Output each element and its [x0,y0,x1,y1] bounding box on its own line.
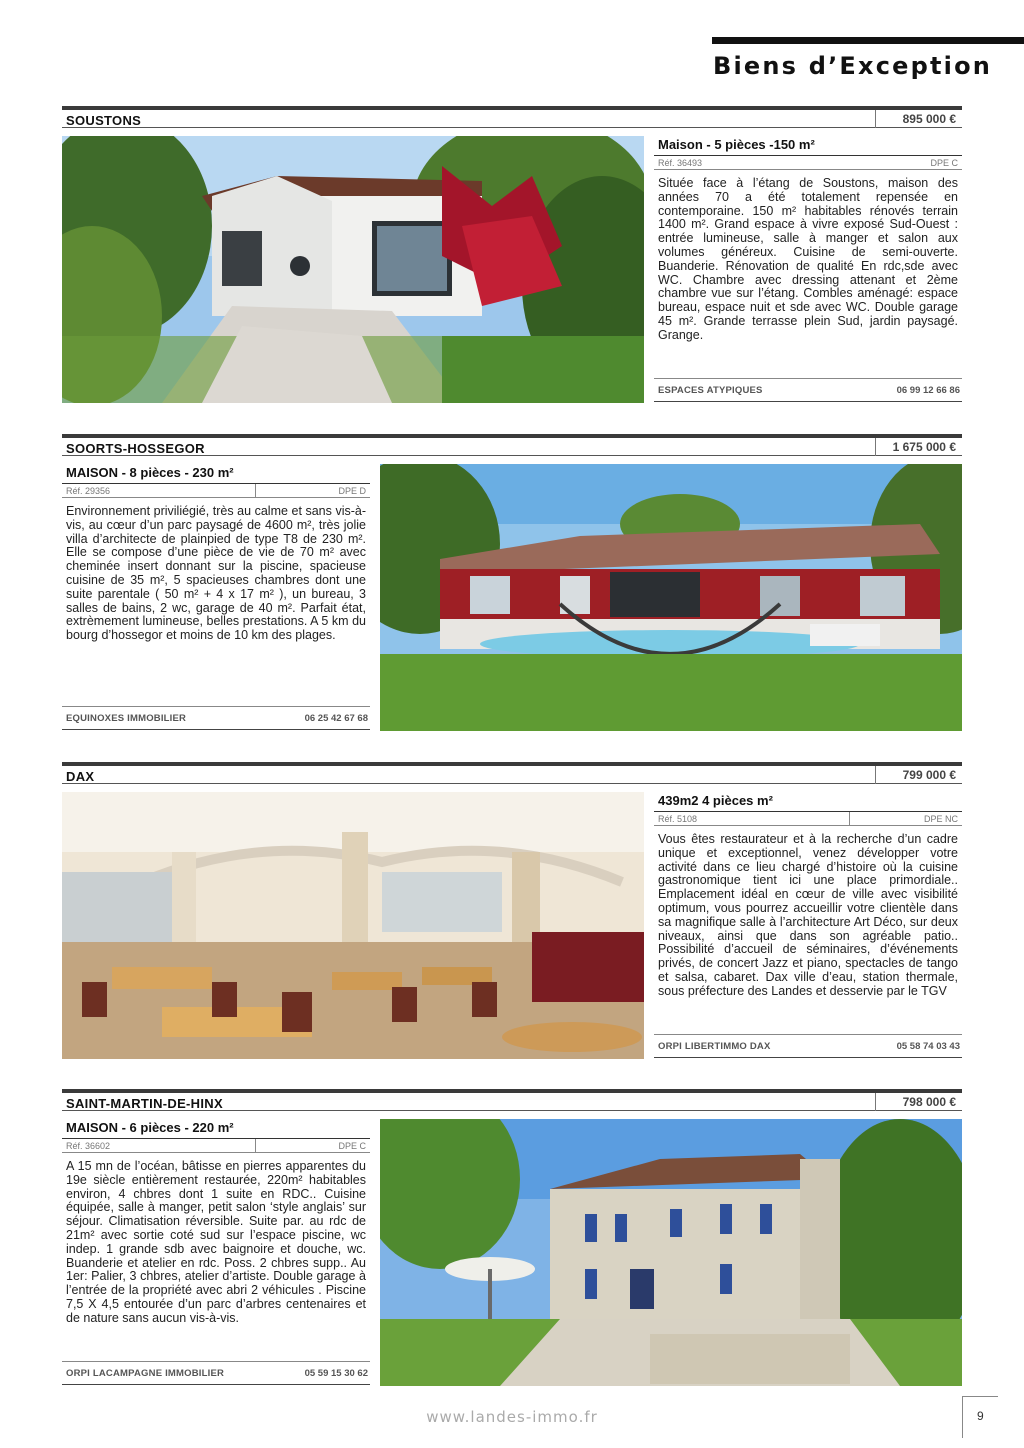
listing-type: MAISON - 6 pièces - 220 m² [62,1117,370,1139]
listing-ref: Réf. 5108 [658,814,698,824]
ref-dpe-row [654,156,962,170]
listing-details [62,1117,370,1326]
listing-dpe: DPE C [930,158,958,168]
listing-soustons [62,106,962,406]
listing-dax [62,762,962,1062]
listing-type: MAISON - 8 pièces - 230 m² [62,462,370,484]
listing-title-row [62,762,962,784]
listing-title-row [62,106,962,128]
agency-name: ESPACES ATYPIQUES [658,385,763,396]
listing-ref: Réf. 36493 [658,158,703,168]
page-number: 9 [962,1396,998,1438]
listing-price: 1 675 000 € [875,438,962,456]
listing-details [654,790,962,999]
listing-saint-martin-de-hinx [62,1089,962,1389]
listing-price: 895 000 € [875,110,962,128]
listing-photo [380,1119,962,1386]
listing-price: 799 000 € [875,766,962,784]
listing-photo [62,792,644,1059]
listing-soorts-hossegor [62,434,962,734]
ref-dpe-row [654,812,962,826]
listing-dpe: DPE D [338,486,366,496]
agency-name: EQUINOXES IMMOBILIER [66,713,187,724]
listing-details [62,462,370,643]
listing-ref: Réf. 29356 [66,486,111,496]
ref-separator [255,484,256,498]
red-villa-pool-photo [380,464,962,731]
listing-type: Maison - 5 pièces -150 m² [654,134,962,156]
listing-location: SAINT-MARTIN-DE-HINX [66,1096,223,1111]
page-title: Biens d’Exception [713,52,993,80]
agency-row [654,1034,962,1058]
agency-phone: 06 99 12 66 86 [896,385,960,396]
listing-photo [380,464,962,731]
header-bar [712,37,1024,44]
white-house-garden-photo [62,136,644,403]
ref-dpe-row [62,484,370,498]
agency-row [62,1361,370,1385]
listing-dpe: DPE NC [923,814,958,824]
listing-description: Vous êtes restaurateur et à la recherche d’un cadre unique et exceptionnel, venez développer votre activité dans ce lieu chargé d’histoire où la cuisine gastronomique tient ici une place primordiale.. Emplacement idéal en cœur de ville avec visibilité optimum, vous pourrez accueillir votre clientèle dans sa magnifique salle à l’architecture Art Déco, sur deux niveaux, ainsi que dans son agréable patio.. Possibilité d’accueil de séminaires, d’événements privés, de concert Jazz et piano, spectacles de tango et salsa, cabaret. Dax ville d’eau, station thermale, sous préfecture des Landes et desservie par le TGV [658,832,958,998]
agency-name: ORPI LACAMPAGNE IMMOBILIER [66,1368,225,1379]
listing-location: SOUSTONS [66,113,142,128]
ref-separator [255,1139,256,1153]
listing-location: SOORTS-HOSSEGOR [66,441,205,456]
agency-phone: 05 58 74 03 43 [896,1041,960,1052]
stone-house-blue-shutters-photo [380,1119,962,1386]
footer-website: www.landes-immo.fr [426,1408,598,1426]
listing-location: DAX [66,769,95,784]
listing-type: 439m2 4 pièces m² [654,790,962,812]
agency-phone: 06 25 42 67 68 [304,713,368,724]
listing-description: Environnement priviliégié, très au calme et sans vis-à-vis, au cœur d’un parc paysagé de 4600 m², très jolie villa d’architecte de plainpied de type T8 de 230 m². Elle se compose d’une pièce de vie de 70 m² avec cheminée insert donnant sur la piscine, spacieuse cuisine de 35 m², 5 spacieuses chambres dont une suite parentale ( 50 m² + 4 x 17 m² ), un bureau, 3 salles de bains, 2 wc, garage de 40 m². Parfait état, extrèmement lumineuse, belles prestations. A 5 km du bourg d’hossegor et moins de 10 km des plages. [66,504,366,643]
agency-name: ORPI LIBERTIMMO DAX [658,1041,771,1052]
listing-details [654,134,962,343]
agency-phone: 05 59 15 30 62 [304,1368,368,1379]
listing-dpe: DPE C [338,1141,366,1151]
ref-separator [849,812,850,826]
listing-photo [62,136,644,403]
listing-price: 798 000 € [875,1093,962,1111]
agency-row [654,378,962,402]
listing-description: A 15 mn de l’océan, bâtisse en pierres apparentes du 19e siècle entièrement restaurée, 220m² habitables environ, 4 chbres dont 1 suite en RDC.. Cuisine équipée, salle à manger, petit salon ‘style anglais’ sur séjour. Climatisation réversible. Suite par. au rdc de 21m² avec sortie coté sud sur l’espace piscine, wc indep. 1 grande sdb avec baignoire et douche, wc. Buanderie et atelier en rdc. Poss. 2 chbres supp.. Au 1er: Palier, 3 chbres, atelier d’artiste. Double garage à l’entrée de la propriété avec abri 2 véhicules . Piscine 7,5 X 4,5 entourée d’un parc d’arbres centenaires et de nature sans aucun vis-à-vis. [66,1159,366,1325]
ref-dpe-row [62,1139,370,1153]
listing-ref: Réf. 36602 [66,1141,111,1151]
listing-title-row [62,434,962,456]
restaurant-interior-photo [62,792,644,1059]
listing-description: Située face à l’étang de Soustons, maison des années 70 a été totalement repensée en contemporaine. 150 m² habitables rénovés terrain 1400 m². Grand espace à vivre exposé Sud-Ouest : entrée lumineuse, salle à manger et salon aux volumes généreux. Cuisine de semi-ouverte. Buanderie. Rénovation de qualité En rdc,sde avec WC. Chambre avec dressing attenant et 2ème chambre vue sur l’étang. Combles aménagé: espace bureau, espace nuit et sde avec WC. Double garage 45 m². Grande terrasse plein Sud, jardin paysagé. Grange. [658,176,958,342]
listing-title-row [62,1089,962,1111]
agency-row [62,706,370,730]
